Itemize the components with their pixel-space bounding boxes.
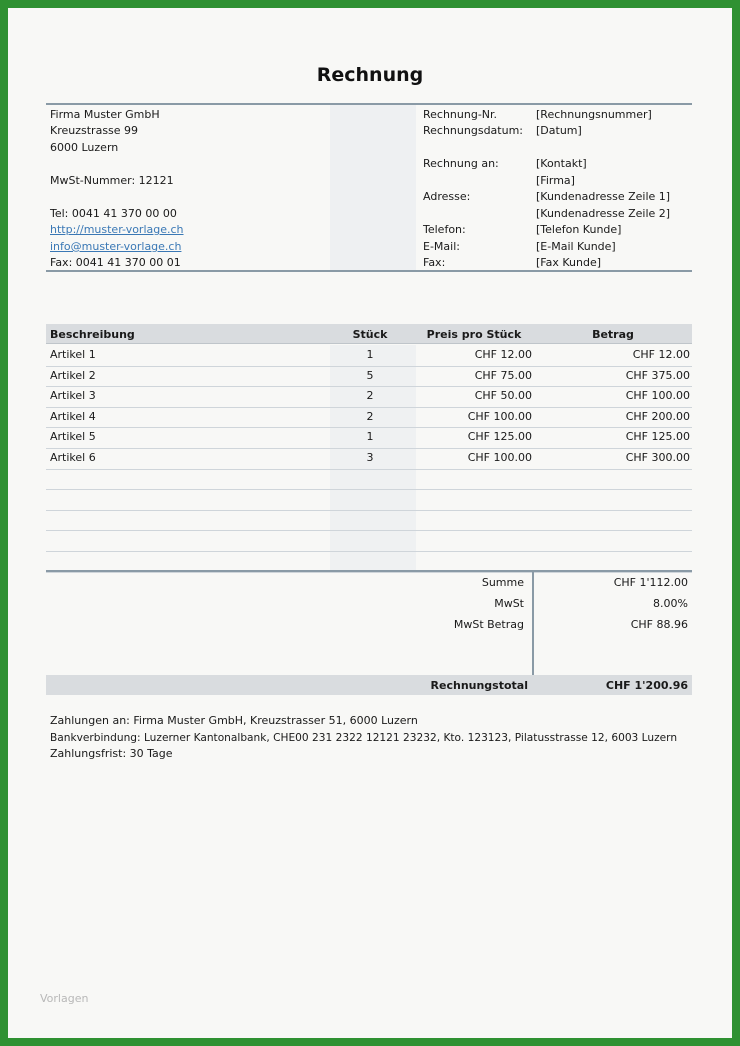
meta-value-number: [Rechnungsnummer] bbox=[536, 108, 652, 121]
sender-fax: Fax: 0041 41 370 00 01 bbox=[50, 256, 181, 269]
cell-amount: CHF 100.00 bbox=[625, 389, 690, 403]
meta-value-contact: [Kontakt] bbox=[536, 157, 587, 170]
cell-description: Artikel 2 bbox=[50, 368, 96, 382]
meta-value-fax: [Fax Kunde] bbox=[536, 256, 602, 269]
summary-sum-value: CHF 1'112.00 bbox=[613, 576, 688, 589]
watermark-text: Vorlagen bbox=[40, 992, 89, 1005]
cell-amount: CHF 12.00 bbox=[632, 348, 690, 361]
total-label: Rechnungstotal bbox=[430, 679, 528, 692]
table-row-line bbox=[46, 427, 692, 428]
table-row-line bbox=[46, 366, 692, 367]
summary-vat-amount-value: CHF 88.96 bbox=[630, 618, 688, 631]
summary-sum-label: Summe bbox=[481, 576, 524, 589]
cell-unit-price: CHF 100.00 bbox=[467, 409, 532, 423]
document-title: Rechnung bbox=[316, 64, 424, 86]
meta-value-date: [Datum] bbox=[536, 124, 582, 137]
cell-description: Artikel 4 bbox=[50, 409, 96, 423]
items-bottom-rule bbox=[46, 570, 692, 572]
sender-phone: Tel: 0041 41 370 00 00 bbox=[50, 207, 177, 220]
table-row-line bbox=[46, 510, 692, 511]
cell-unit-price: CHF 50.00 bbox=[474, 389, 532, 403]
payment-bank: Bankverbindung: Luzerner Kantonalbank, CHE00 231 2322 12121 23232, Kto. 123123, Pilatusstrasse 12, 6003 Luzern bbox=[50, 732, 678, 744]
header-shade-column bbox=[330, 105, 416, 270]
meta-label-email: E-Mail: bbox=[423, 240, 460, 253]
summary-vat-value: 8.00% bbox=[653, 597, 688, 610]
sender-website-link[interactable]: http://muster-vorlage.ch bbox=[50, 223, 184, 236]
cell-unit-price: CHF 75.00 bbox=[474, 368, 532, 382]
meta-label-number: Rechnung-Nr. bbox=[423, 108, 498, 121]
meta-label-fax: Fax: bbox=[423, 256, 446, 269]
cell-description: Artikel 6 bbox=[50, 451, 96, 464]
col-header-quantity: Stück bbox=[352, 328, 388, 341]
meta-value-company: [Firma] bbox=[536, 174, 575, 187]
summary-vat-amount-label: MwSt Betrag bbox=[453, 618, 524, 631]
meta-value-email: [E-Mail Kunde] bbox=[536, 240, 616, 253]
sender-city: 6000 Luzern bbox=[50, 141, 119, 154]
cell-unit-price: CHF 125.00 bbox=[467, 430, 532, 444]
col-header-description: Beschreibung bbox=[50, 328, 135, 341]
cell-unit-price: CHF 12.00 bbox=[474, 348, 532, 361]
meta-label-phone: Telefon: bbox=[423, 223, 466, 236]
cell-quantity: 5 bbox=[366, 368, 374, 382]
table-row-line bbox=[46, 489, 692, 490]
cell-amount: CHF 300.00 bbox=[625, 451, 690, 464]
meta-value-address-2: [Kundenadresse Zeile 2] bbox=[536, 207, 671, 220]
col-header-unit-price: Preis pro Stück bbox=[426, 328, 522, 341]
meta-label-recipient: Rechnung an: bbox=[423, 157, 499, 170]
meta-value-phone: [Telefon Kunde] bbox=[536, 223, 622, 236]
sender-company: Firma Muster GmbH bbox=[50, 108, 160, 121]
table-row-line bbox=[46, 530, 692, 531]
cell-quantity: 1 bbox=[366, 430, 374, 444]
cell-quantity: 1 bbox=[366, 348, 374, 361]
summary-vat-label: MwSt bbox=[494, 597, 524, 610]
cell-unit-price: CHF 100.00 bbox=[467, 451, 532, 464]
cell-amount: CHF 200.00 bbox=[625, 409, 690, 423]
meta-label-date: Rechnungsdatum: bbox=[423, 124, 523, 137]
cell-quantity: 2 bbox=[366, 409, 374, 423]
table-row-line bbox=[46, 469, 692, 470]
table-row-line bbox=[46, 551, 692, 552]
table-row-line bbox=[46, 386, 692, 387]
cell-description: Artikel 3 bbox=[50, 389, 96, 403]
table-row-line bbox=[46, 407, 692, 408]
payment-terms: Zahlungsfrist: 30 Tage bbox=[50, 747, 173, 760]
meta-value-address-1: [Kundenadresse Zeile 1] bbox=[536, 190, 671, 203]
sender-street: Kreuzstrasse 99 bbox=[50, 124, 139, 137]
meta-label-address: Adresse: bbox=[423, 190, 471, 203]
cell-quantity: 3 bbox=[366, 451, 374, 464]
cell-amount: CHF 375.00 bbox=[625, 368, 690, 382]
total-value: CHF 1'200.96 bbox=[605, 679, 688, 692]
cell-amount: CHF 125.00 bbox=[625, 430, 690, 444]
cell-description: Artikel 1 bbox=[50, 348, 96, 361]
header-bottom-rule bbox=[46, 270, 692, 272]
sender-vat-number: MwSt-Nummer: 12121 bbox=[50, 174, 174, 187]
payment-recipient: Zahlungen an: Firma Muster GmbH, Kreuzstrasser 51, 6000 Luzern bbox=[50, 714, 418, 727]
cell-quantity: 2 bbox=[366, 389, 374, 403]
col-header-amount: Betrag bbox=[592, 328, 634, 341]
sender-email-link[interactable]: info@muster-vorlage.ch bbox=[50, 240, 182, 253]
cell-description: Artikel 5 bbox=[50, 430, 96, 444]
table-row-line bbox=[46, 448, 692, 449]
